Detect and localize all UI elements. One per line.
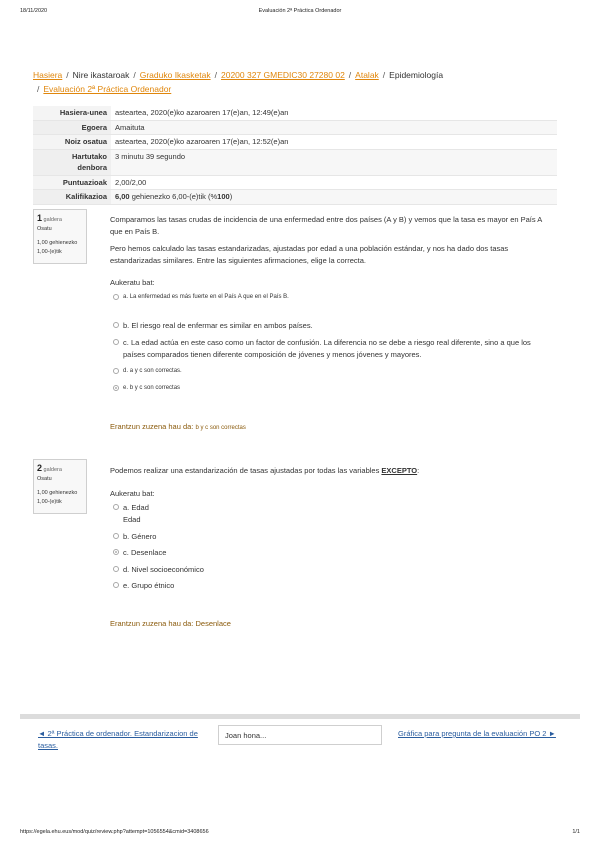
option-label [123,366,553,378]
print-page-count: 1/1 [572,829,580,835]
option-label [123,320,553,332]
right-answer-value: Desenlace [195,619,231,628]
breadcrumb-separator: / [214,70,217,80]
summary-row-state [33,120,557,135]
question-paragraph: Pero hemos calculado las tasas estandarizadas, ajustadas por edad a una población estándar, y nos ha dado dos tasas estandarizadas similares. Entre las siguientes afirmaciones, elige la correcta. [110,244,509,265]
radio-button[interactable] [113,504,119,510]
summary-value: 3 minutu 39 segundo [111,149,557,175]
option-label [123,292,333,304]
option-letter: c. [123,548,129,557]
breadcrumb-home[interactable]: Hasiera [33,70,63,80]
breadcrumb-separator: / [66,70,69,80]
option-text: a y c son correctas. [129,368,182,374]
breadcrumb-separator: / [348,70,352,80]
summary-row-time [33,149,557,175]
breadcrumb-separator: / [133,70,136,80]
option-letter: a. [123,503,130,512]
question-2-text [110,465,555,477]
option-letter: d. [123,368,129,374]
question-mark-line: 1,00-(e)tik [37,499,62,505]
breadcrumb-my-courses: Nire ikastaroak [72,70,130,80]
option-text: b y c son correctas [129,385,181,391]
question-2-info [33,459,87,514]
option-label [123,547,553,559]
summary-key: Noiz osatua [33,135,111,150]
breadcrumb-sections[interactable]: Atalak [355,70,379,80]
question-1-text [110,214,555,272]
jump-to-select[interactable]: Joan hona... [218,725,382,745]
breadcrumb-separator: / [37,84,40,94]
radio-button-checked[interactable] [113,385,119,391]
breadcrumb-separator: / [382,70,386,80]
print-date: 18/11/2020 [20,8,48,14]
question-text-end: : [417,466,420,475]
option-label [123,337,553,360]
summary-key-line: denbora [77,163,107,172]
option-label [123,502,553,514]
option-label [123,383,553,395]
summary-row-started [33,106,557,120]
question-2-option-b[interactable] [113,531,553,543]
option-letter: e. [123,581,130,590]
summary-value: asteartea, 2020(e)ko azaroaren 17(e)an, 12:52(e)an [111,135,557,150]
option-text: Desenlace [130,548,167,557]
question-1-option-a[interactable] [113,292,333,304]
radio-button-checked[interactable] [113,549,119,555]
radio-button[interactable] [113,566,119,572]
question-2-option-c[interactable] [113,547,553,559]
summary-key: Hasiera-unea [33,106,111,120]
question-state: Osatu [37,226,52,232]
breadcrumb [33,68,553,96]
question-1-prompt: Aukeratu bat: [110,278,155,287]
print-url: https://egela.ehu.eus/mod/quiz/review.php?attempt=1056554&cmid=3408656 [20,829,209,835]
question-1-option-d[interactable] [113,366,553,378]
breadcrumb-quiz[interactable]: Evaluación 2ª Práctica Ordenador [43,84,172,94]
question-2-prompt: Aukeratu bat: [110,489,155,498]
question-mark-line: 1,00 gehienezko [37,490,78,496]
next-activity-link[interactable]: Gráfica para pregunta de la evaluación PO 2 ► [398,729,556,738]
option-text: Grupo étnico [131,581,175,590]
question-number: 2 [37,463,43,473]
question-2-option-a-extra: Edad [123,515,141,524]
question-2-option-e[interactable] [113,580,553,592]
question-number: 1 [37,213,43,223]
radio-button[interactable] [113,339,119,345]
option-text: Edad [131,503,149,512]
option-letter: a. [123,294,129,300]
navigation-divider [20,714,580,719]
summary-value: 2,00/2,00 [111,175,557,190]
option-label [123,531,553,543]
summary-key: Egoera [33,120,111,135]
option-letter: b. [123,532,130,541]
option-letter: d. [123,565,130,574]
question-1-option-c[interactable] [113,337,553,360]
attempt-summary-table [33,106,557,205]
right-answer-label: Erantzun zuzena hau da: [110,422,194,431]
question-mark-line: 1,00-(e)tik [37,249,62,255]
print-title: Evaluación 2ª Práctica Ordenador [258,8,342,14]
question-keyword: EXCEPTO [381,466,418,475]
question-2-option-a[interactable] [113,502,553,514]
option-text: El riesgo real de enfermar es similar en ambos países. [131,321,313,330]
option-text: Género [131,532,157,541]
radio-button[interactable] [113,322,119,328]
option-label [123,580,553,592]
previous-activity-link[interactable]: ◄ 2ª Práctica de ordenador. Estandarizacion de tasas. [38,729,198,750]
summary-row-grade [33,190,557,205]
grade-close: ) [229,192,233,201]
summary-key [33,149,111,175]
question-1-option-e[interactable] [113,383,553,395]
right-answer-value: b y c son correctas [195,425,246,431]
option-label [123,564,553,576]
question-number-label: galdera [43,467,62,473]
option-letter: b. [123,321,130,330]
option-text: Nivel socioeconómico [131,565,204,574]
option-letter: c. [123,338,129,347]
breadcrumb-topic: Epidemiología [389,70,444,80]
radio-button[interactable] [113,582,119,588]
summary-row-marks [33,175,557,190]
question-1-right-answer [110,422,246,431]
breadcrumb-degree[interactable]: Graduko Ikasketak [139,70,211,80]
question-2-right-answer [110,619,231,628]
radio-button[interactable] [113,294,119,300]
summary-value: asteartea, 2020(e)ko azaroaren 17(e)an, 12:49(e)an [111,106,557,120]
summary-value [111,190,557,205]
question-mark [37,239,86,257]
summary-value: Amaituta [111,120,557,135]
radio-button[interactable] [113,533,119,539]
radio-button[interactable] [113,368,119,374]
question-mark-line: 1,00 gehienezko [37,240,78,246]
right-answer-label: Erantzun zuzena hau da: [110,619,194,628]
summary-row-completed [33,135,557,150]
breadcrumb-course[interactable]: 20200 327 GMEDIC30 27280 02 [220,70,345,80]
question-mark [37,489,86,507]
summary-key: Puntuazioak [33,175,111,190]
question-paragraph: Comparamos las tasas crudas de incidencia de una enfermedad entre dos países (A y B) y vemos que la tasa es mayor en País A que en País B. [110,215,542,236]
summary-key: Kalifikazioa [33,190,111,205]
question-state: Osatu [37,476,52,482]
summary-key-line: Hartutako [71,151,107,161]
grade-score: 6,00 [115,192,130,201]
question-2-option-d[interactable] [113,564,553,576]
grade-percent: 100 [217,192,230,201]
question-1-info [33,209,87,264]
option-text: La enfermedad es más fuerte en el País A que en el País B. [129,294,289,300]
question-text: Podemos realizar una estandarización de tasas ajustadas por todas las variables [110,466,380,475]
question-1-option-b[interactable] [113,320,553,332]
option-letter: e. [123,385,129,391]
option-text: La edad actúa en este caso como un factor de confusión. La diferencia no se debe a riesgo real diferente, sino a que los países comparados tienen diferente composición de jóvenes y menos jóvenes y mayores. [123,338,531,359]
question-number-label: galdera [43,217,62,223]
grade-rest: gehienezko 6,00-(e)tik (% [131,192,218,201]
